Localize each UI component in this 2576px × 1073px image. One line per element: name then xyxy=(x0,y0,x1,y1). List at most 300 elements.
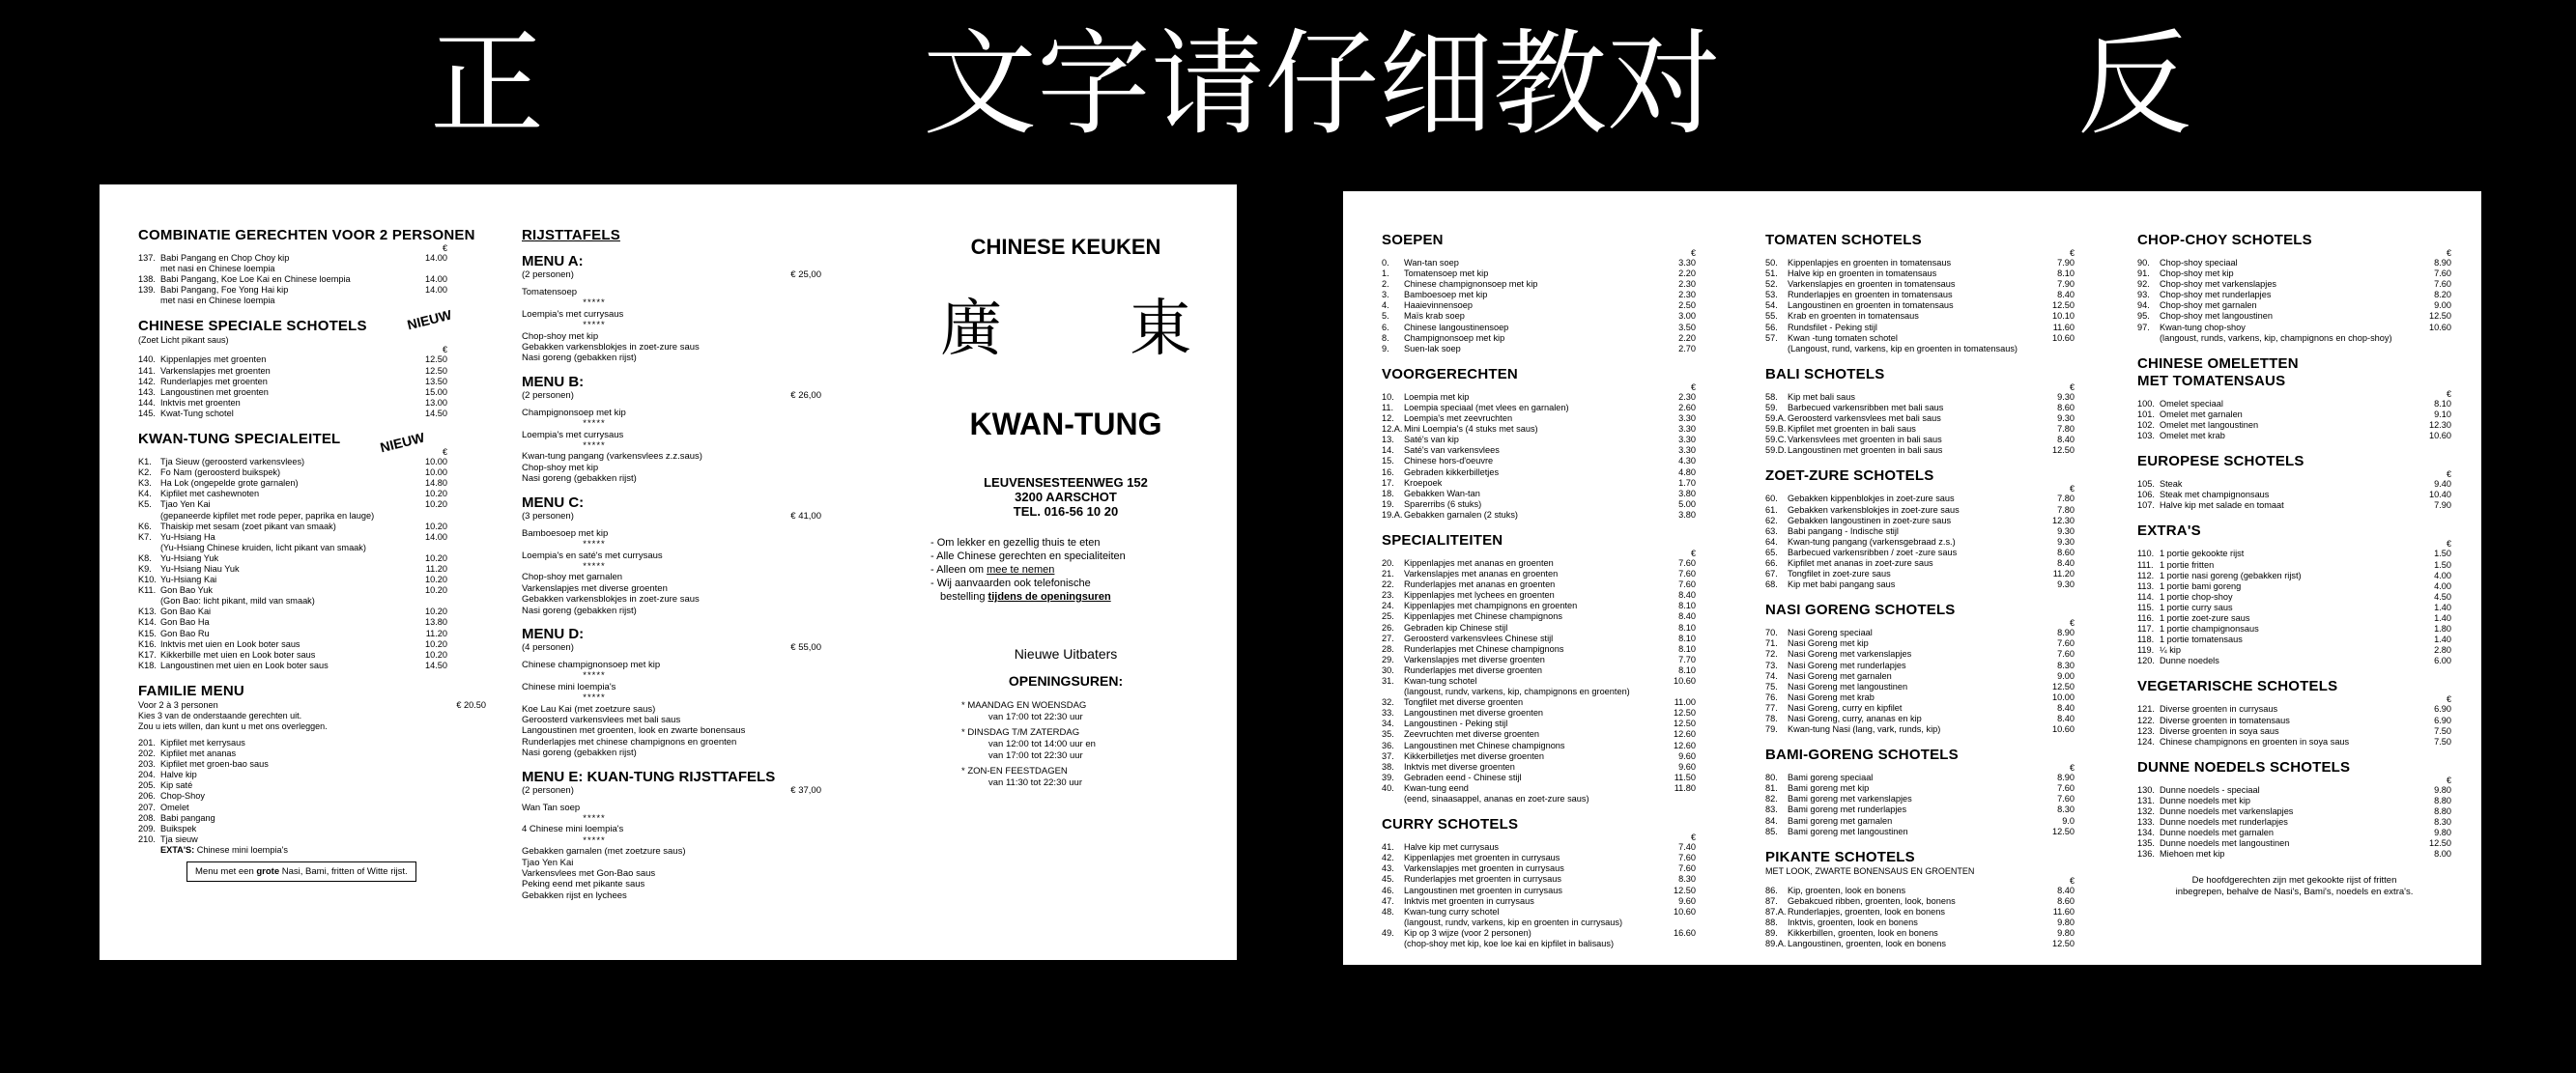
item-number: 97. xyxy=(2137,322,2150,332)
item-number: 122. xyxy=(2137,715,2155,725)
section-title-specialiteiten: SPECIALITEITEN xyxy=(1382,531,1503,549)
item-description: Gebakken varkensblokjes in zoet-zure saus xyxy=(1788,504,1960,515)
menu-persons-row xyxy=(522,390,821,402)
euro-sign: € xyxy=(1690,248,1696,258)
item-number: 59.C. xyxy=(1765,435,1787,445)
item-number: 209. xyxy=(138,823,156,833)
item-description: Geroosterd varkensvlees Chinese stijl xyxy=(1404,633,1554,643)
item-price: 10.20 xyxy=(425,649,447,660)
item-price: 10.10 xyxy=(2052,311,2075,322)
item-description: Gebakken garnalen (2 stuks) xyxy=(1404,509,1518,520)
item-price: 8.10 xyxy=(1678,643,1696,654)
list-item xyxy=(138,354,447,365)
item-description: Gebraden eend - Chinese stijl xyxy=(1404,772,1522,782)
item-number: 34. xyxy=(1382,719,1394,729)
item-number: 33. xyxy=(1382,708,1394,719)
list-item xyxy=(138,629,447,639)
list-item xyxy=(1382,634,1696,644)
list-item xyxy=(1765,816,2075,827)
item-number: 53. xyxy=(1765,290,1778,300)
list-item xyxy=(1382,719,1696,729)
item-number: 101. xyxy=(2137,409,2155,419)
list-item xyxy=(1765,569,2075,579)
item-number: K16. xyxy=(138,638,157,649)
extras-text: Chinese mini loempia's xyxy=(196,844,288,855)
item-number: 20. xyxy=(1382,557,1394,568)
euro-sign: € xyxy=(2446,469,2451,480)
familie-persons: Voor 2 à 3 personen xyxy=(138,699,218,710)
euro-sign: € xyxy=(2069,484,2075,494)
item-price: 6.90 xyxy=(2434,704,2451,715)
item-number: 120. xyxy=(2137,656,2155,666)
menu-separator: ***** xyxy=(583,670,606,682)
item-number: 83. xyxy=(1765,805,1778,815)
section-title-voorgerechten: VOORGERECHTEN xyxy=(1382,365,1518,382)
pikante-list xyxy=(1765,877,2075,950)
item-number: 59. xyxy=(1765,402,1778,412)
item-description: Langoustinen met Chinese champignons xyxy=(1404,740,1565,750)
list-item xyxy=(1382,392,1696,403)
item-price: 14.80 xyxy=(425,478,447,489)
list-item xyxy=(138,738,447,748)
list-item xyxy=(1382,708,1696,719)
list-item xyxy=(1382,741,1696,751)
menu-persons: (2 personen) xyxy=(522,389,574,401)
item-number: 105. xyxy=(2137,479,2155,490)
item-number: 25. xyxy=(1382,611,1394,622)
list-item xyxy=(2137,726,2451,737)
item-description: Kipfilet met ananas xyxy=(160,748,237,759)
item-price: 8.90 xyxy=(2057,773,2075,783)
item-price: 2.50 xyxy=(1678,300,1696,311)
list-item xyxy=(1382,874,1696,885)
new-badge: NIEUW xyxy=(378,429,426,456)
item-number: 134. xyxy=(2137,828,2155,838)
list-item xyxy=(1765,649,2075,660)
item-number: 131. xyxy=(2137,795,2155,805)
item-number: 86. xyxy=(1765,885,1778,895)
list-item xyxy=(1382,751,1696,762)
item-price: 4.00 xyxy=(2434,580,2451,591)
extras-label: EXTA'S: xyxy=(160,844,195,855)
hours-day-3: * ZON-EN FEESTDAGEN xyxy=(961,766,1068,777)
list-item xyxy=(1382,323,1696,333)
item-number: 76. xyxy=(1765,692,1778,702)
item-description: Miehoen met kip xyxy=(2160,849,2225,860)
menu-persons: (4 personen) xyxy=(522,641,574,653)
item-number: 59.A. xyxy=(1765,413,1787,424)
item-description: Kroepoek xyxy=(1404,477,1443,488)
item-description: Varkenslapjes met groenten xyxy=(160,365,271,376)
item-number: 29. xyxy=(1382,654,1394,664)
item-price: 7.60 xyxy=(1678,863,1696,874)
item-price: 7.60 xyxy=(2057,783,2075,794)
list-item xyxy=(1765,638,2075,649)
item-number: 93. xyxy=(2137,290,2150,300)
item-description: Langoustinen met groenten xyxy=(160,386,269,397)
item-description: Loempia's met zeevruchten xyxy=(1404,413,1513,424)
menu-persons-row xyxy=(522,511,821,522)
item-description: Runderlapjes, groenten, look en bonens xyxy=(1788,906,1945,917)
menu-price: € 26,00 xyxy=(790,389,821,401)
item-number: 102. xyxy=(2137,419,2155,430)
item-number: 117. xyxy=(2137,624,2155,635)
item-number: K10. xyxy=(138,575,157,585)
list-item xyxy=(1765,628,2075,638)
list-item xyxy=(2137,490,2451,500)
item-number: 207. xyxy=(138,802,156,812)
item-price: 10.60 xyxy=(2429,431,2451,441)
section-title-europese: EUROPESE SCHOTELS xyxy=(2137,453,2304,470)
list-item xyxy=(1765,279,2075,290)
list-item xyxy=(2137,500,2451,511)
cuisine-title: CHINESE KEUKEN xyxy=(970,235,1161,259)
item-number: 72. xyxy=(1765,649,1778,660)
item-description: Kwat-Tung schotel xyxy=(160,408,234,418)
tomaten-list xyxy=(1765,249,2075,354)
menu-dish: Varkenslapjes met diverse groenten xyxy=(522,582,668,594)
item-number: 119. xyxy=(2137,645,2155,656)
list-item xyxy=(1382,456,1696,466)
list-item xyxy=(138,253,447,264)
list-item xyxy=(1765,783,2075,794)
euro-sign: € xyxy=(1690,381,1696,392)
section-title-omeletten-2: MET TOMATENSAUS xyxy=(2137,372,2286,389)
item-description: Inktvis, groenten, look en bonens xyxy=(1788,918,1918,928)
bullet-3: - Alleen om mee te nemen xyxy=(930,564,1055,576)
section-title-speciale: CHINESE SPECIALE SCHOTELS xyxy=(138,318,367,335)
item-price: 14.50 xyxy=(425,660,447,670)
list-item xyxy=(1382,896,1696,907)
item-number: 84. xyxy=(1765,815,1778,826)
box-text-2: Nasi, Bami, fritten of Witte rijst. xyxy=(281,866,408,878)
list-item xyxy=(1765,907,2075,918)
list-item xyxy=(138,398,447,409)
list-item xyxy=(1765,333,2075,344)
item-description: Chinese langoustinensoep xyxy=(1404,322,1509,332)
item-description: Chop-shoy met garnalen xyxy=(2160,300,2257,311)
list-item xyxy=(2137,399,2451,409)
section-title-zoetzure: ZOET-ZURE SCHOTELS xyxy=(1765,467,1934,485)
item-number: 0. xyxy=(1382,258,1389,268)
item-number: 141. xyxy=(138,365,156,376)
item-subtext: (Yu-Hsiang Chinese kruiden, licht pikant van smaak) xyxy=(160,542,366,552)
euro-sign: € xyxy=(2446,775,2451,785)
item-number: 5. xyxy=(1382,311,1389,322)
item-price: 11.20 xyxy=(425,628,447,638)
list-item xyxy=(1382,697,1696,708)
section-title-bami: BAMI-GORENG SCHOTELS xyxy=(1765,747,1959,764)
list-item xyxy=(1765,494,2075,504)
item-price: 7.80 xyxy=(2057,504,2075,515)
item-description: Gon Bao Kai xyxy=(160,607,212,617)
item-number: 57. xyxy=(1765,332,1778,343)
menu-dish: Gebakken garnalen (met zoetzure saus) xyxy=(522,846,686,858)
item-description: Kikkerbille met uien en Look boter saus xyxy=(160,649,316,660)
list-item xyxy=(2137,592,2451,603)
item-number: 43. xyxy=(1382,863,1394,874)
item-description: Kip saté xyxy=(160,780,193,791)
bullet-5: bestelling tijdens de openingsuren xyxy=(940,591,1111,603)
item-price: 10.20 xyxy=(425,521,447,531)
item-description: Barbecued varkensribben met bali saus xyxy=(1788,402,1944,412)
list-item xyxy=(1382,424,1696,435)
curry-list xyxy=(1382,833,1696,949)
item-number: K3. xyxy=(138,478,152,489)
item-number: 90. xyxy=(2137,258,2150,268)
list-item xyxy=(1382,842,1696,853)
item-description: Saté's van kip xyxy=(1404,435,1459,445)
item-description: Chop-shoy speciaal xyxy=(2160,258,2238,268)
list-item xyxy=(1765,886,2075,896)
item-description: Kwan-tung eend xyxy=(1404,782,1469,793)
menu-separator: ***** xyxy=(583,539,606,551)
item-description: ¼ kip xyxy=(2160,645,2181,656)
zoetzure-list xyxy=(1765,485,2075,590)
item-price: 4.80 xyxy=(1678,466,1696,477)
item-price: 3.80 xyxy=(1678,509,1696,520)
euro-sign: € xyxy=(1690,548,1696,558)
section-title-vegetarische: VEGETARISCHE SCHOTELS xyxy=(2137,678,2338,695)
item-number: 8. xyxy=(1382,332,1389,343)
list-item xyxy=(1382,445,1696,456)
list-item xyxy=(2137,581,2451,592)
item-number: 95. xyxy=(2137,311,2150,322)
item-number: 51. xyxy=(1765,268,1778,279)
item-price: 13.80 xyxy=(425,617,447,628)
combinatie-list xyxy=(138,244,447,306)
list-item xyxy=(1765,268,2075,279)
item-number: 15. xyxy=(1382,456,1394,466)
list-item xyxy=(2137,838,2451,849)
menu-dish: Chinese mini loempia's xyxy=(522,681,616,692)
item-description: Zeevruchten met diverse groenten xyxy=(1404,729,1539,740)
list-item xyxy=(1765,392,2075,403)
item-price: 10.40 xyxy=(2429,490,2451,500)
item-price: 10.60 xyxy=(2052,724,2075,735)
item-description: Nasi Goreng met langoustinen xyxy=(1788,681,1908,692)
item-description: 1 portie curry saus xyxy=(2160,602,2233,612)
item-description: Kipfilet met kerrysaus xyxy=(160,738,245,748)
item-description: Steak xyxy=(2160,479,2183,490)
item-price: 3.30 xyxy=(1678,258,1696,268)
list-item xyxy=(138,457,447,467)
item-description: Langoustinen met uien en Look boter saus xyxy=(160,660,329,670)
item-number: 89. xyxy=(1765,928,1778,939)
menu-name: MENU C: xyxy=(522,494,585,511)
list-item xyxy=(2137,613,2451,624)
item-description: Bami goreng met runderlapjes xyxy=(1788,805,1907,815)
list-item xyxy=(138,564,447,575)
item-price: 1.50 xyxy=(2434,559,2451,570)
item-price: 12.50 xyxy=(2052,681,2075,692)
item-number: 82. xyxy=(1765,794,1778,805)
item-price: 10.20 xyxy=(425,489,447,499)
list-item xyxy=(1382,258,1696,268)
list-item xyxy=(2137,279,2451,290)
list-item xyxy=(2137,560,2451,571)
menu-dish: Nasi goreng (gebakken rijst) xyxy=(522,748,637,759)
menu-price: € 55,00 xyxy=(790,641,821,653)
item-description: Kipfilet met groenten in bali saus xyxy=(1788,424,1916,435)
menu-back-sheet xyxy=(1343,191,2481,965)
item-number: 50. xyxy=(1765,258,1778,268)
list-item xyxy=(1382,623,1696,634)
list-item xyxy=(1765,692,2075,703)
item-description: Loempia met kip xyxy=(1404,391,1470,402)
opening-hours xyxy=(961,700,1211,789)
item-description: Nasi Goreng met krab xyxy=(1788,692,1875,702)
item-price: 14.00 xyxy=(425,274,447,285)
item-number: 56. xyxy=(1765,322,1778,332)
item-description: Yu-Hsiang Ha xyxy=(160,531,215,542)
item-description: Bami goreng met garnalen xyxy=(1788,815,1893,826)
list-item xyxy=(138,824,447,834)
item-price: 8.10 xyxy=(1678,664,1696,675)
item-number: 41. xyxy=(1382,842,1394,853)
item-description: Bamboesoep met kip xyxy=(1404,290,1488,300)
footer-note-1: De hoofdgerechten zijn met gekookte rijst of fritten xyxy=(2191,875,2397,887)
item-description: Varkensvlees met groenten in bali saus xyxy=(1788,435,1942,445)
item-description: Langoustinen met diverse groenten xyxy=(1404,708,1544,719)
list-item xyxy=(2137,785,2451,796)
address-line-2: 3200 AARSCHOT xyxy=(1015,490,1117,504)
item-number: 10. xyxy=(1382,391,1394,402)
item-price: 2.70 xyxy=(1678,343,1696,353)
section-title-combinatie: COMBINATIE GERECHTEN VOOR 2 PERSONEN xyxy=(138,227,475,243)
item-description: Varkenslapjes en groenten in tomatensaus xyxy=(1788,279,1956,290)
section-title-rijsttafels: RIJSTTAFELS xyxy=(522,227,620,243)
list-item xyxy=(1382,279,1696,290)
menu-dish: Gebakken rijst en lychees xyxy=(522,889,627,901)
header-char-front: 正 xyxy=(430,17,545,151)
hours-time-4: van 11:30 tot 22:30 uur xyxy=(988,777,1083,788)
item-description: Kippenlapjes met lychees en groenten xyxy=(1404,590,1555,601)
item-price: 3.30 xyxy=(1678,445,1696,456)
item-price: 12.50 xyxy=(2052,939,2075,949)
list-item xyxy=(1765,323,2075,333)
item-number: 206. xyxy=(138,791,156,802)
item-description: Runderlapjes met diverse groenten xyxy=(1404,664,1542,675)
item-description: Gebraden kikkerbilletjes xyxy=(1404,466,1500,477)
item-price: 10.00 xyxy=(425,457,447,467)
item-price: 1.80 xyxy=(2434,624,2451,635)
item-description: Diverse groenten in currysaus xyxy=(2160,704,2278,715)
specialeitel-list xyxy=(138,448,447,671)
item-price: 2.60 xyxy=(1678,402,1696,412)
euro-sign: € xyxy=(2069,381,2075,392)
item-description: Nasi Goreng met runderlapjes xyxy=(1788,660,1906,670)
item-number: K15. xyxy=(138,628,157,638)
item-description: Gebakken langoustinen in zoet-zure saus xyxy=(1788,515,1952,525)
menu-heading xyxy=(522,253,821,269)
list-item xyxy=(1765,671,2075,682)
item-number: 107. xyxy=(2137,500,2155,511)
item-number: 87. xyxy=(1765,895,1778,906)
item-price: 8.40 xyxy=(2057,435,2075,445)
item-description: Dunne noedels met garnalen xyxy=(2160,828,2274,838)
specialiteiten-list xyxy=(1382,550,1696,805)
item-price: 10.20 xyxy=(425,585,447,596)
dunne-list xyxy=(2137,777,2451,861)
item-price: 7.80 xyxy=(2057,494,2075,504)
item-description: Kip, groenten, look en bonens xyxy=(1788,885,1906,895)
menu-dish: Gebakken varkensblokjes in zoet-zure saus xyxy=(522,594,700,606)
item-number: 12.A. xyxy=(1382,424,1403,435)
item-description: Varkenslapjes met ananas en groenten xyxy=(1404,569,1559,579)
menu-heading xyxy=(522,769,821,785)
item-price: 10.60 xyxy=(1674,676,1696,686)
item-description: Kipfilet met cashewnoten xyxy=(160,489,260,499)
item-number: K13. xyxy=(138,607,157,617)
item-price: 8.60 xyxy=(2057,547,2075,557)
item-number: 59.D. xyxy=(1765,445,1787,456)
item-price: 11.60 xyxy=(2052,322,2075,332)
box-text: Menu met een xyxy=(195,866,254,878)
item-number: 94. xyxy=(2137,300,2150,311)
item-subtext: (langoust, rundv, varkens, kip en groenten in currysaus) xyxy=(1404,917,1623,927)
menu-dish: Chop-shoy met garnalen xyxy=(522,572,623,583)
list-item xyxy=(1765,827,2075,837)
list-item xyxy=(1765,516,2075,526)
list-item xyxy=(1382,478,1696,489)
item-price: 2.30 xyxy=(1678,279,1696,290)
list-item xyxy=(1382,268,1696,279)
menu-name: MENU D: xyxy=(522,625,585,642)
item-description: Kikkerbilletjes met diverse groenten xyxy=(1404,750,1545,761)
menu-persons: (2 personen) xyxy=(522,269,574,280)
item-description: Nasi Goreng met garnalen xyxy=(1788,670,1892,681)
item-number: 71. xyxy=(1765,638,1778,649)
item-number: 74. xyxy=(1765,670,1778,681)
footer-note-2: inbegrepen, behalve de Nasi's, Bami's, noedels en extra's. xyxy=(2175,887,2414,898)
item-price: 8.60 xyxy=(2057,402,2075,412)
list-item xyxy=(1382,773,1696,783)
list-item xyxy=(138,409,447,419)
list-item xyxy=(2137,290,2451,300)
item-number: 55. xyxy=(1765,311,1778,322)
item-number: 137. xyxy=(138,253,156,263)
new-badge: NIEUW xyxy=(405,307,453,333)
item-price: 10.60 xyxy=(1674,906,1696,917)
item-description: 1 portie champignonsaus xyxy=(2160,624,2259,635)
section-title-pikante: PIKANTE SCHOTELS xyxy=(1765,848,1915,865)
item-price: 2.80 xyxy=(2434,645,2451,656)
item-description: Dunne noedels xyxy=(2160,656,2219,666)
item-price: 13.00 xyxy=(425,397,447,408)
list-item xyxy=(1765,413,2075,424)
menu-dish: Tjao Yen Kai xyxy=(522,857,574,868)
chopchoy-list xyxy=(2137,249,2451,344)
item-number: 22. xyxy=(1382,579,1394,590)
menu-separator: ***** xyxy=(583,813,606,824)
item-price: 10.60 xyxy=(2429,322,2451,332)
item-number: 142. xyxy=(138,376,156,386)
item-price: 12.50 xyxy=(2052,826,2075,836)
item-number: 27. xyxy=(1382,633,1394,643)
item-description: Inktvis met diverse groenten xyxy=(1404,761,1515,772)
item-description: Loempia speciaal (met vlees en garnalen) xyxy=(1404,402,1569,412)
item-price: 8.40 xyxy=(2057,290,2075,300)
item-number: 130. xyxy=(2137,784,2155,795)
hanzi-logo xyxy=(921,279,1211,368)
item-price: 7.40 xyxy=(1678,842,1696,853)
item-number: 87.A. xyxy=(1765,906,1787,917)
section-title-dunne: DUNNE NOEDELS SCHOTELS xyxy=(2137,758,2351,776)
item-number: 210. xyxy=(138,833,156,844)
list-item xyxy=(2137,549,2451,559)
item-number: 28. xyxy=(1382,643,1394,654)
